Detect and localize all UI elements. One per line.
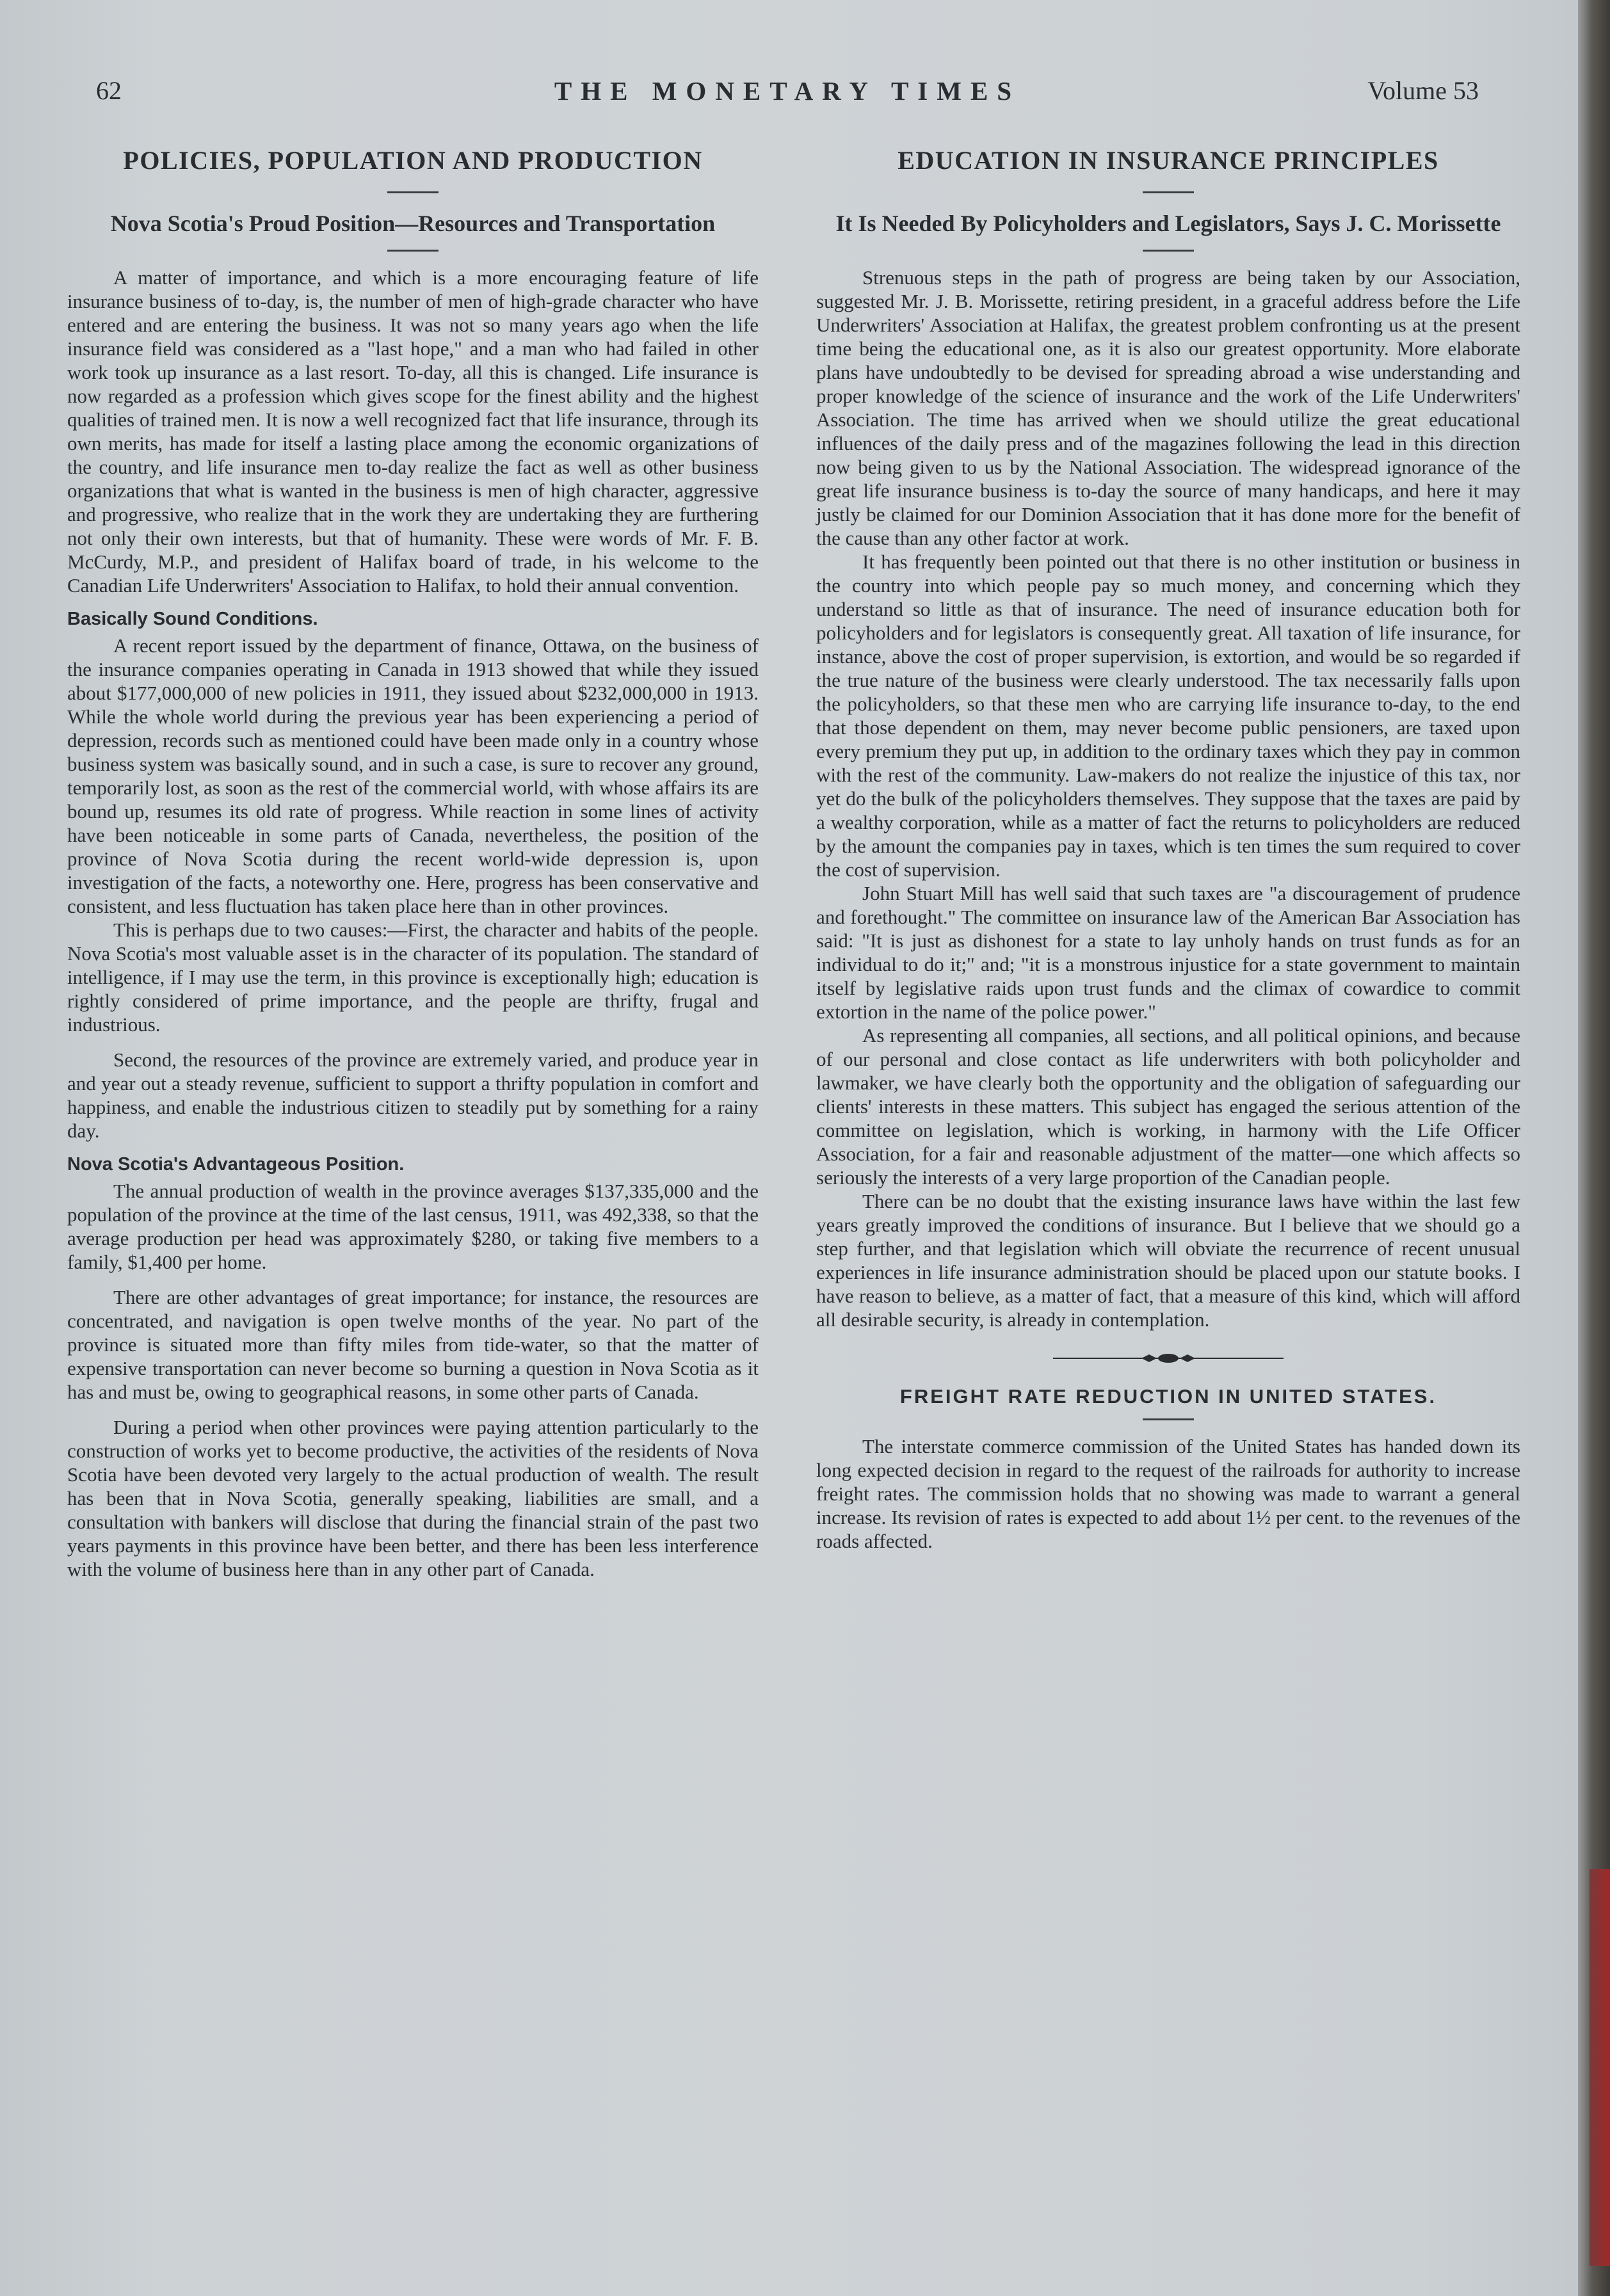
publication-title: THE MONETARY TIMES [554,76,1021,106]
right-article-subtitle: It Is Needed By Policyholders and Legislators, Says J. C. Morissette [835,211,1501,236]
article-paragraph: A matter of importance, and which is a more encouraging feature of life insurance business of to-day, is, the number of men of high-grade character who have entered and are entering the business. It was not so many years ago when the life insurance field was considered as a "last hope," and a man who had failed in other work took up insurance as a last resort. To-day, all this is changed. Life insurance is now regarded as a profession which gives scope for the finest ability and the highest qualities of trained men. It is now a well recognized fact that life insurance, through its own merits, has made for itself a lasting place among the economic organizations of the country, and life insurance men to-day realize the fact as well as other business organizations that what is wanted in the business is men of high character, aggressive and progressive, who realize that in the work they are undertaking they are furthering not only their own interests, but that of humanity. These were words of Mr. F. B. McCurdy, M.P., and president of Halifax board of trade, in his welcome to the Canadian Life Underwriters' Association to Halifax, to hold their annual convention. [67,266,759,597]
article-paragraph: The interstate commerce commission of the United States has handed down its long expected decision in regard to the request of the railroads for authority to increase freight rates. The commission holds that no showing was made to warrant a general increase. Its revision of rates is expected to add about 1½ per cent. to the revenues of the roads affected. [816,1435,1520,1552]
section-divider-ornament [1053,1351,1284,1366]
right-column [816,144,1520,1553]
title-rule [1143,191,1194,193]
subtitle-rule [1143,250,1194,252]
article-paragraph: During a period when other provinces were paying attention particularly to the construction of works yet to become productive, the activities of the residents of Nova Scotia have been devoted very largely to the actual production of wealth. The result has been that in Nova Scotia, generally speaking, liabilities are small, and a consultation with bankers will disclose that during the financial strain of the past two years payments in this province have been better, and there has been less interference with the volume of business here than in any other part of Canada. [67,1416,759,1580]
article-paragraph: There can be no doubt that the existing insurance laws have within the last few years greatly improved the conditions of insurance. But I believe that we should go a step further, and that legislation which will obviate the recurrence of recent unusual experiences in life insurance administration should be placed upon our statute books. I have reason to believe, as a matter of fact, that a measure of this kind, which will afford all desirable security, is already in contemplation. [816,1190,1520,1331]
article-paragraph: A recent report issued by the department of finance, Ottawa, on the business of the insurance companies operating in Canada in 1913 showed that while they issued about $177,000,000 of new policies in 1911, they issued about $232,000,000 in 1913. While the whole world during the previous year has been experiencing a period of depression, records such as mentioned could have been made only in a country whose business system was basically sound, and in such a case, is sure to recover any ground, temporarily lost, as soon as the rest of the commercial world, with whose affairs its are bound up, resumes its old rate of progress. While reaction in some lines of activity have been noticeable in some parts of Canada, nevertheless, the position of the province of Nova Scotia during the recent world-wide depression is, upon investigation of the facts, a noteworthy one. Here, progress has been conservative and consistent, and less fluctuation has taken place here than in other provinces. [67,634,759,917]
page-header [96,76,1479,114]
right-article-title: EDUCATION IN INSURANCE PRINCIPLES [898,146,1439,175]
article-paragraph: John Stuart Mill has well said that such taxes are "a discouragement of prudence and forethought." The committee on insurance law of the American Bar Association has said: "It is just as dishonest for a state to lay unholy hands on trust funds as for an individual to do it;" and; "it is a monstrous injustice for a state government to maintain itself by legislative raids upon trust funds and the climax of cowardice to commit extortion in the name of the police power." [816,882,1520,1023]
article-paragraph: This is perhaps due to two causes:—First, the character and habits of the people. Nova Scotia's most valuable asset is in the character of its population. The standard of intelligence, if I may use the term, in this province is exceptionally high; education is rightly considered of prime importance, and the people are thrifty, frugal and industrious. [67,919,759,1036]
section-heading: Basically Sound Conditions. [67,609,318,629]
subtitle-rule [387,250,439,252]
article-paragraph: Strenuous steps in the path of progress are being taken by our Association, suggested Mr. J. B. Morissette, retiring president, in a graceful address before the Life Underwriters' Association at Halifax, the greatest problem confronting us at the present time being the educational one, as it is also our greatest opportunity. More elaborate plans have undoubtedly to be devised for spreading abroad a wise understanding and proper knowledge of the science of insurance and the work of the Life Underwriters' Association. The time has arrived when we should utilize the great educational influences of the daily press and of the magazines following the lead in this direction now being given to us by the National Association. The widespread ignorance of the great life insurance business is to-day the source of many handicaps, and here it may justly be claimed for our Dominion Association that it has done more for the benefit of the cause than any other factor at work. [816,266,1520,549]
article-paragraph: Second, the resources of the province are extremely varied, and produce year in and year out a steady revenue, sufficient to support a thrifty population in comfort and happiness, and enable the industrious citizen to steadily put by something for a rainy day. [67,1048,759,1142]
article-paragraph: It has frequently been pointed out that there is no other institution or business in the country into which people pay so much money, and concerning which they understand so little as that of insurance. The need of insurance education both for policyholders and for legislators is consequently great. All taxation of life insurance, for instance, above the cost of proper supervision, is extortion, and would be so regarded if the true nature of the business were clearly understood. The tax necessarily falls upon the policyholders, so that these men who are carrying life insurance to-day, to the end that those dependent on them, may never become public pensioners, are taxed upon every premium they put up, in addition to the ordinary taxes which they pay in common with the rest of the community. Law-makers do not realize the injustice of this tax, nor yet do the bulk of the policyholders themselves. They suppose that the taxes are paid by a wealthy corporation, while as a matter of fact the returns to policyholders are reduced by the amount the companies pay in taxes, which is ten times the sum required to cover the cost of supervision. [816,550,1520,881]
article-paragraph: The annual production of wealth in the province averages $137,335,000 and the population of the province at the time of the last census, 1911, was 492,338, so that the average production per head was approximately $280, or taking five members to a family, $1,400 per home. [67,1180,759,1273]
article-paragraph: There are other advantages of great importance; for instance, the resources are concentrated, and navigation is open twelve months of the year. No part of the province is situated more than fifty miles from tide-water, so that the matter of expensive transportation can never become so burning a question in Nova Scotia as it has and must be, owing to geographical reasons, in some other parts of Canada. [67,1286,759,1403]
section-heading: Nova Scotia's Advantageous Position. [67,1154,405,1175]
left-column [67,144,759,1581]
page-number: 62 [96,76,122,105]
left-article-title: POLICIES, POPULATION AND PRODUCTION [123,146,703,175]
volume-label: Volume 53 [1367,76,1479,105]
freight-title-rule [1143,1418,1194,1420]
title-rule [387,191,439,193]
freight-article-title: FREIGHT RATE REDUCTION IN UNITED STATES. [899,1385,1437,1408]
left-article-subtitle: Nova Scotia's Proud Position—Resources and Transportation [110,211,716,236]
article-paragraph: As representing all companies, all sections, and all political opinions, and because of our personal and close contact as life underwriters with both policyholder and lawmaker, we have clearly both the opportunity and the obligation of safeguarding our clients' interests in these matters. This subject has engaged the serious attention of the committee on legislation, which is working, in harmony with the Life Officer Association, for a fair and reasonable adjustment of the matter—one which affects so seriously the interests of a very large proportion of the Canadian people. [816,1024,1520,1189]
binding-edge [1578,0,1610,2296]
binding-mark [1590,1869,1610,2266]
